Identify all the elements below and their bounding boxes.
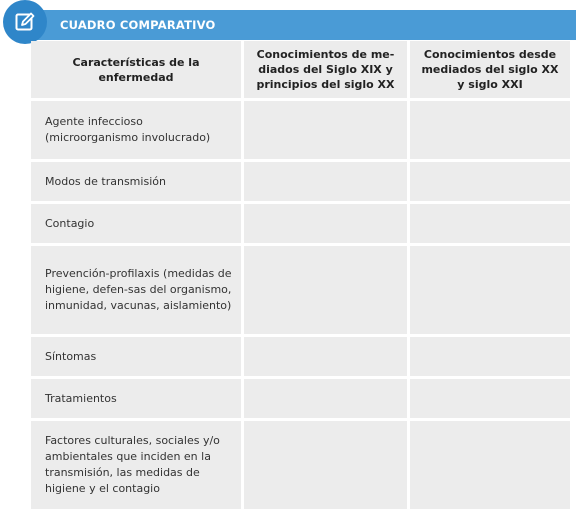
answer-cell[interactable] [410,337,570,376]
answer-cell[interactable] [410,101,570,159]
table-row [31,246,570,334]
table-row [31,162,570,201]
row-label: Contagio [31,204,241,243]
answer-cell[interactable] [244,162,407,201]
answer-cell[interactable] [410,162,570,201]
table-header-row [31,41,570,98]
table-row [31,421,570,509]
answer-cell[interactable] [244,101,407,159]
table-row [31,101,570,159]
table-row [31,337,570,376]
header-title: CUADRO COMPARATIVO [60,18,216,32]
answer-cell[interactable] [410,379,570,418]
row-label: Tratamientos [31,379,241,418]
comparison-table [28,38,573,512]
answer-cell[interactable] [244,246,407,334]
column-header-past-knowledge: Conocimientos de me-diados del Siglo XIX y principios del siglo XX [244,41,407,98]
row-label: Síntomas [31,337,241,376]
answer-cell[interactable] [244,379,407,418]
answer-cell[interactable] [410,204,570,243]
row-label: Agente infeccioso (microorganismo involucrado) [31,101,241,159]
column-header-modern-knowledge: Conocimientos desde mediados del siglo XX y siglo XXI [410,41,570,98]
answer-cell[interactable] [244,421,407,509]
edit-icon [14,11,36,33]
answer-cell[interactable] [410,246,570,334]
answer-cell[interactable] [410,421,570,509]
column-header-characteristics: Características de la enfermedad [31,41,241,98]
table-row [31,379,570,418]
header-bar [31,10,576,40]
row-label: Modos de transmisión [31,162,241,201]
table-row [31,204,570,243]
answer-cell[interactable] [244,204,407,243]
row-label: Prevención-profilaxis (medidas de higiene, defen-sas del organismo, inmunidad, vacunas, aislamiento) [31,246,241,334]
row-label: Factores culturales, sociales y/o ambientales que inciden en la transmisión, las medidas de higiene y el contagio [31,421,241,509]
answer-cell[interactable] [244,337,407,376]
